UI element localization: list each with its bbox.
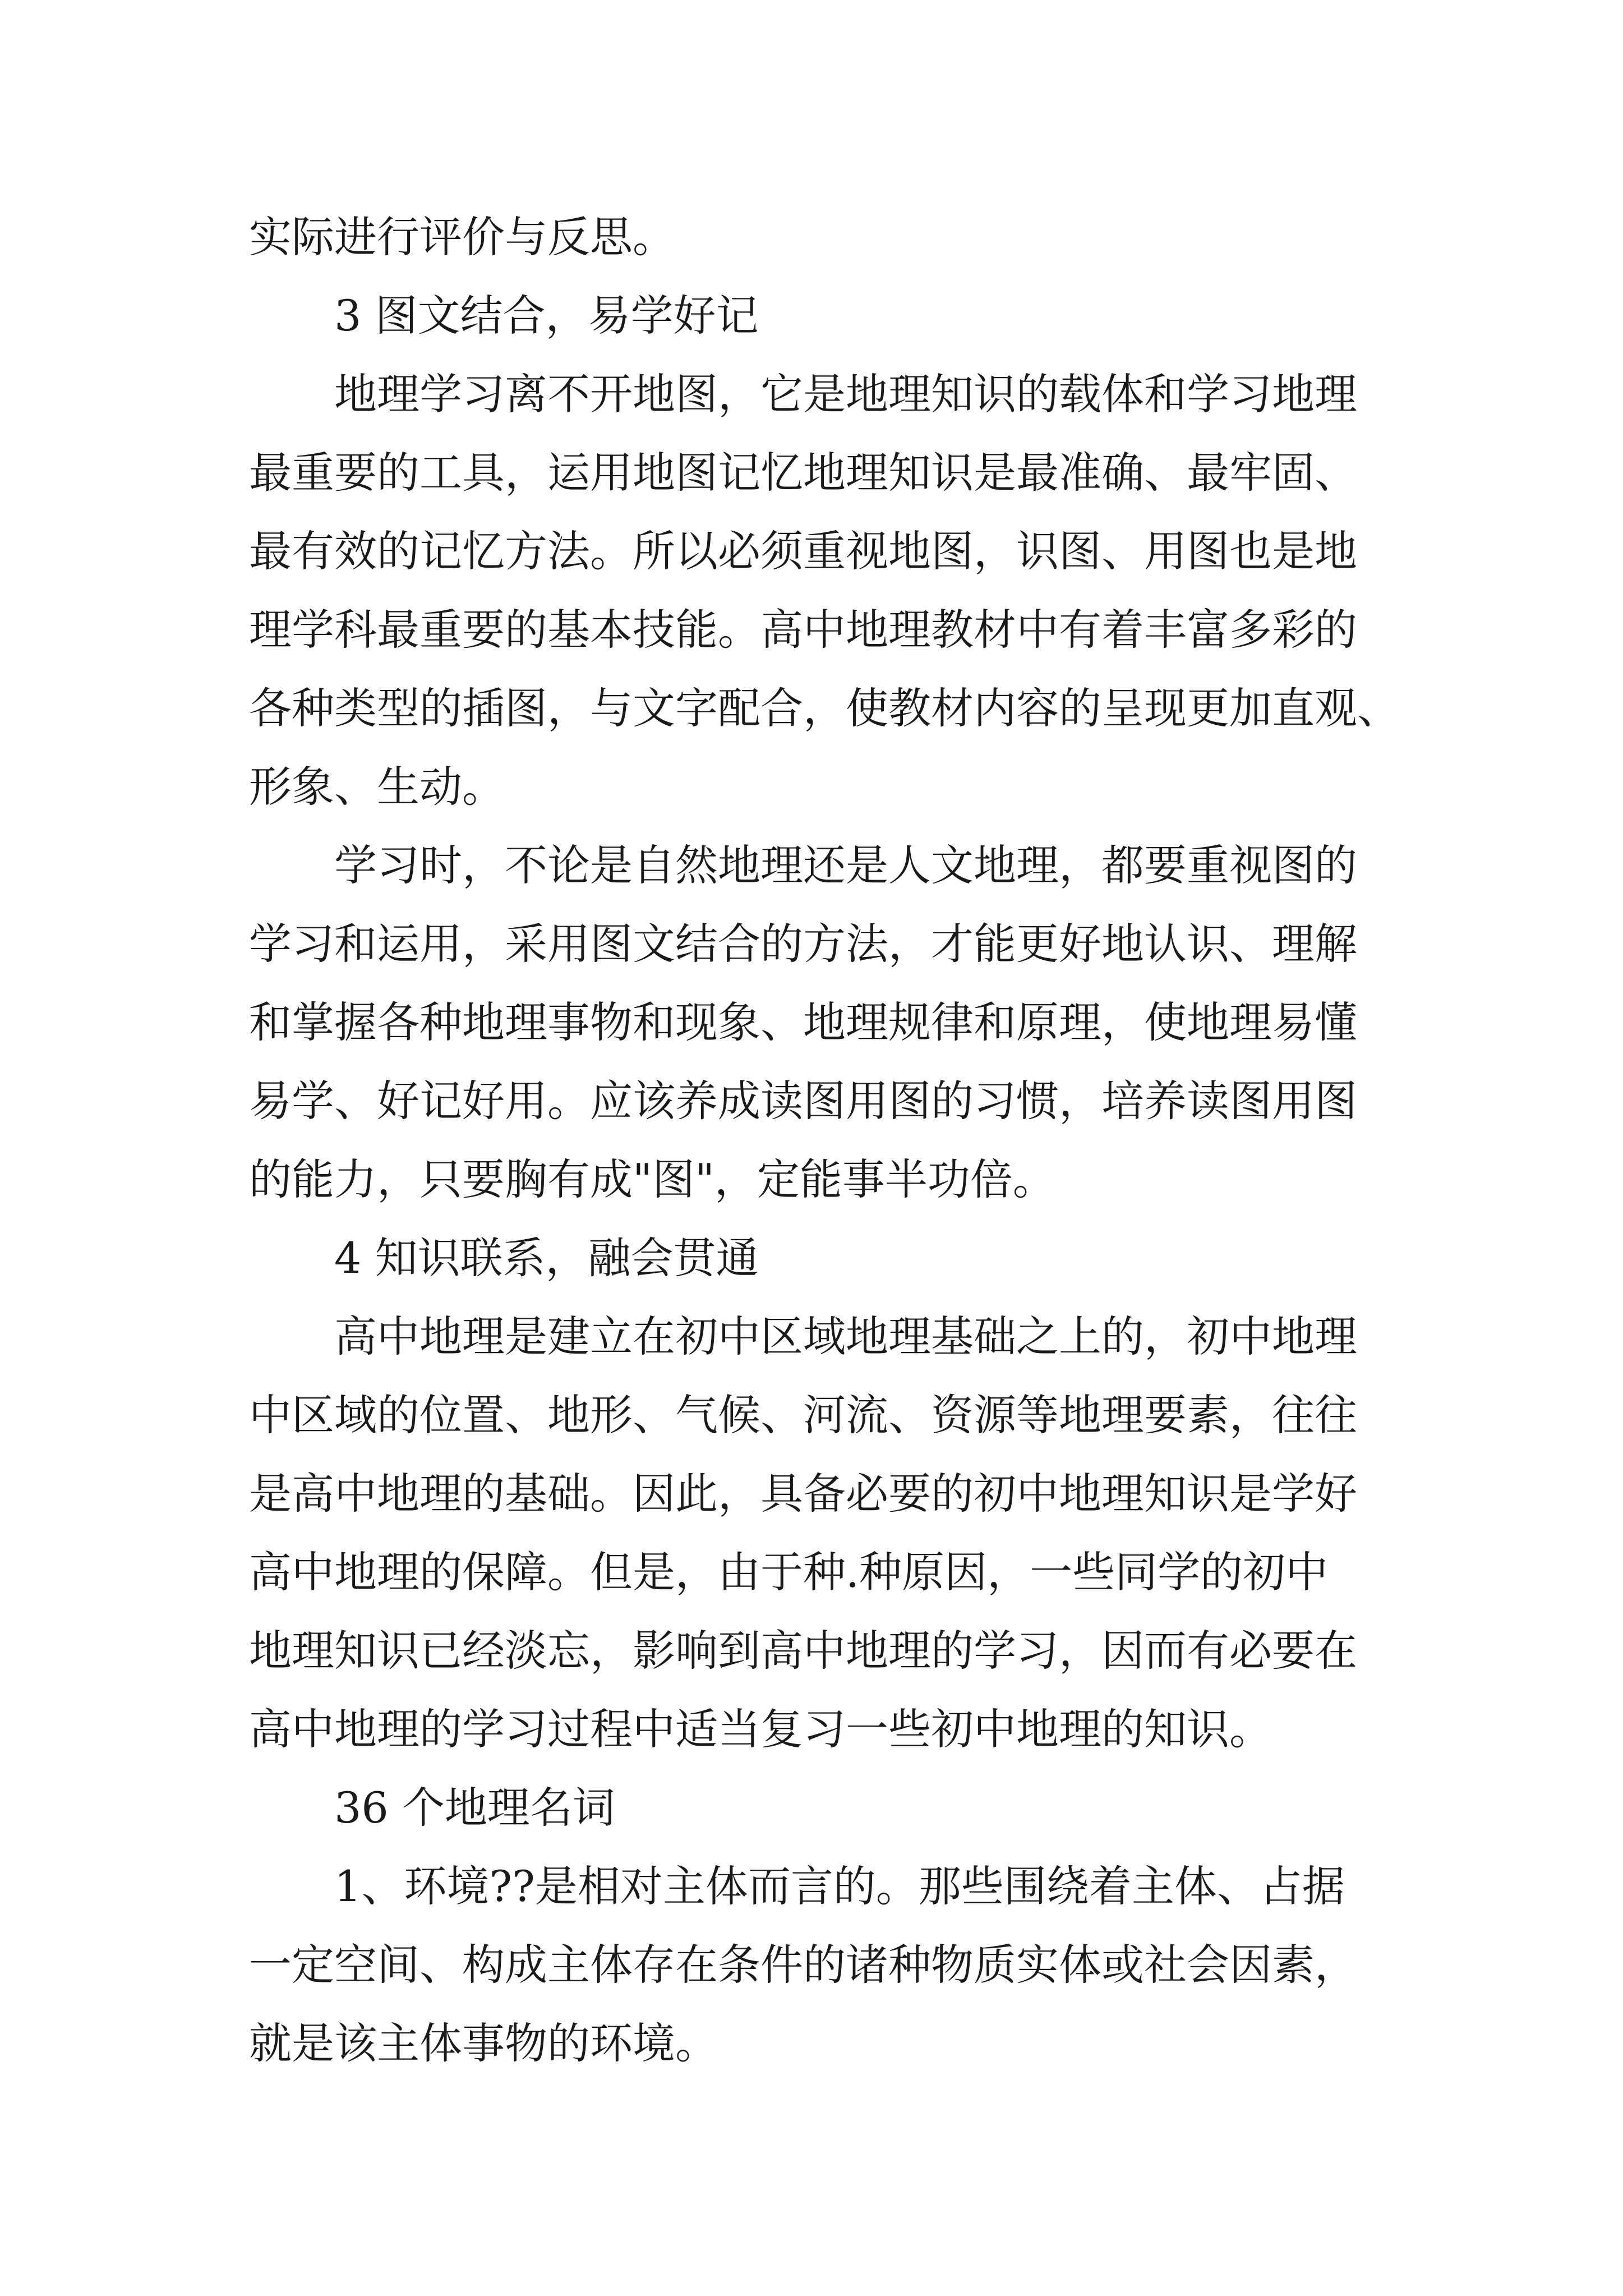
text-line: 高中地理的保障。但是，由于种.种原因，一些同学的初中 bbox=[249, 1547, 1329, 1597]
paragraph bbox=[249, 1847, 1393, 2083]
text-line: 理学科最重要的基本技能。高中地理教材中有着丰富多彩的 bbox=[249, 605, 1357, 655]
text-line: 36 个地理名词 bbox=[334, 1783, 615, 1833]
text-line: 易学、好记好用。应该养成读图用图的习惯，培养读图用图 bbox=[249, 1076, 1357, 1126]
text-line: 地理学习离不开地图，它是地理知识的载体和学习地理 bbox=[334, 369, 1357, 419]
paragraph bbox=[249, 826, 1393, 1219]
paragraph bbox=[249, 355, 1400, 826]
text-line: 3 图文结合，易学好记 bbox=[334, 291, 759, 341]
text-line: 最有效的记忆方法。所以必须重视地图，识图、用图也是地 bbox=[249, 526, 1357, 576]
paragraph bbox=[249, 1769, 1393, 1847]
text-line: 形象、生动。 bbox=[249, 762, 505, 812]
text-line: 学习时，不论是自然地理还是人文地理，都要重视图的 bbox=[334, 840, 1357, 890]
paragraph bbox=[249, 1297, 1393, 1769]
text-line: 最重要的工具，运用地图记忆地理知识是最准确、最牢固、 bbox=[249, 448, 1357, 498]
text-line: 地理知识已经淡忘，影响到高中地理的学习，因而有必要在 bbox=[249, 1626, 1357, 1676]
text-line: 高中地理是建立在初中区域地理基础之上的，初中地理 bbox=[334, 1312, 1357, 1361]
text-line: 就是该主体事物的环境。 bbox=[249, 2018, 718, 2068]
text-line: 是高中地理的基础。因此，具备必要的初中地理知识是学好 bbox=[249, 1469, 1357, 1519]
text-line: 1、环境??是相对主体而言的。那些围绕着主体、占据 bbox=[334, 1861, 1345, 1911]
paragraph bbox=[249, 277, 1393, 355]
paragraph bbox=[249, 1219, 1393, 1297]
text-line: 各种类型的插图，与文字配合，使教材内容的呈现更加直观、 bbox=[249, 683, 1400, 733]
document-body bbox=[249, 198, 1400, 2083]
paragraph bbox=[249, 198, 1393, 277]
text-line: 中区域的位置、地形、气候、河流、资源等地理要素，往往 bbox=[249, 1390, 1357, 1440]
text-line: 和掌握各种地理事物和现象、地理规律和原理，使地理易懂 bbox=[249, 997, 1357, 1047]
text-line: 实际进行评价与反思。 bbox=[249, 212, 675, 262]
text-line: 的能力，只要胸有成"图"，定能事半功倍。 bbox=[249, 1154, 1055, 1204]
text-line: 一定空间、构成主体存在条件的诸种物质实体或社会因素， bbox=[249, 1940, 1357, 1990]
text-line: 学习和运用，采用图文结合的方法，才能更好地认识、理解 bbox=[249, 919, 1357, 969]
text-line: 高中地理的学习过程中适当复习一些初中地理的知识。 bbox=[249, 1704, 1272, 1754]
text-line: 4 知识联系，融会贯通 bbox=[334, 1233, 759, 1283]
